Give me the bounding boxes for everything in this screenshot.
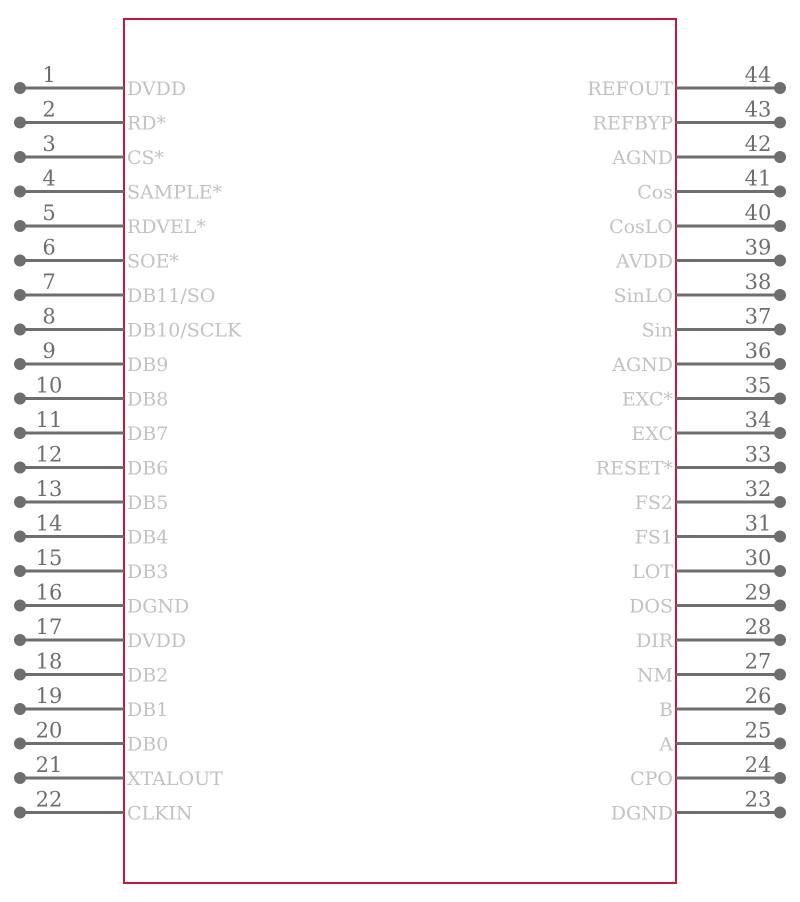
pin-number: 8: [42, 304, 56, 329]
pin-22: [14, 788, 192, 825]
pin-terminal-dot: [774, 324, 786, 336]
pin-name: REFOUT: [587, 78, 673, 100]
pin-number: 44: [744, 63, 772, 87]
pin-number: 12: [35, 442, 63, 467]
pin-number: 25: [744, 718, 772, 743]
pin-23: [611, 788, 786, 825]
pin-name: RD*: [127, 112, 167, 135]
pin-name: SAMPLE*: [127, 181, 222, 204]
pin-number: 33: [744, 442, 772, 467]
pin-terminal-dot: [774, 634, 786, 646]
pin-name: DB8: [127, 388, 169, 411]
pin-24: [630, 753, 786, 790]
pin-terminal-dot: [774, 738, 786, 750]
pin-name: DB3: [127, 561, 169, 583]
pin-number: 18: [35, 649, 63, 674]
pin-name: DGND: [127, 595, 190, 618]
pin-number: 17: [35, 615, 63, 639]
pin-30: [632, 546, 786, 583]
pin-terminal-dot: [774, 703, 786, 715]
pin-name: FS2: [634, 492, 673, 514]
pin-13: [14, 477, 168, 514]
pin-number: 2: [42, 97, 56, 122]
pin-name: DB4: [127, 526, 169, 549]
pin-39: [615, 236, 786, 273]
pin-name: CosLO: [609, 216, 673, 238]
pin-number: 43: [744, 97, 772, 122]
pin-name: A: [659, 733, 673, 756]
pin-number: 34: [744, 408, 772, 432]
pin-number: 26: [744, 684, 772, 708]
pin-name: DB0: [127, 733, 169, 756]
pin-terminal-dot: [14, 634, 26, 646]
pin-21: [14, 753, 223, 790]
pin-name: B: [659, 699, 673, 721]
pin-terminal-dot: [14, 703, 26, 715]
pin-terminal-dot: [774, 565, 786, 577]
pin-number: 30: [744, 546, 772, 570]
pin-terminal-dot: [14, 393, 26, 405]
pin-number: 19: [35, 684, 63, 708]
pin-number: 5: [42, 201, 56, 225]
pin-terminal-dot: [774, 151, 786, 163]
pin-number: 14: [35, 511, 63, 536]
pin-29: [629, 581, 786, 618]
pin-name: XTALOUT: [127, 768, 223, 790]
pin-10: [14, 374, 168, 411]
pin-32: [635, 477, 786, 514]
pin-40: [609, 201, 786, 238]
pin-27: [637, 650, 786, 687]
pin-terminal-dot: [14, 186, 26, 198]
pin-number: 15: [35, 546, 63, 570]
pin-terminal-dot: [774, 220, 786, 232]
pin-terminal-dot: [14, 772, 26, 784]
pin-38: [613, 270, 786, 307]
pin-terminal-dot: [774, 669, 786, 681]
pin-terminal-dot: [14, 255, 26, 267]
pin-terminal-dot: [14, 82, 26, 94]
pin-terminal-dot: [774, 807, 786, 819]
pin-terminal-dot: [774, 117, 786, 129]
pin-name: SOE*: [127, 250, 179, 273]
pin-terminal-dot: [14, 117, 26, 129]
pin-terminal-dot: [774, 772, 786, 784]
pin-name: LOT: [632, 561, 673, 583]
pin-6: [14, 236, 179, 273]
pin-number: 7: [42, 270, 56, 294]
pin-number: 41: [744, 166, 772, 191]
pin-name: Sin: [641, 319, 673, 342]
pin-44: [587, 63, 786, 100]
pin-7: [14, 270, 215, 307]
pin-number: 16: [35, 580, 63, 605]
pin-number: 24: [744, 753, 772, 777]
pin-name: CS*: [127, 147, 165, 169]
pin-11: [14, 408, 168, 445]
pin-name: NM: [636, 664, 673, 687]
pin-terminal-dot: [774, 358, 786, 370]
pin-name: AGND: [612, 354, 673, 376]
pin-36: [611, 339, 786, 376]
pin-name: DGND: [610, 802, 673, 825]
pin-number: 13: [35, 477, 63, 501]
pin-name: DB6: [127, 457, 169, 480]
pin-17: [14, 615, 186, 652]
pin-terminal-dot: [774, 462, 786, 474]
pin-name: FS1: [634, 526, 673, 549]
pin-name: DIR: [635, 630, 673, 652]
pin-name: RDVEL*: [127, 216, 206, 238]
pin-number: 27: [744, 649, 772, 674]
pin-number: 20: [35, 718, 63, 743]
pin-terminal-dot: [14, 427, 26, 439]
pin-8: [14, 305, 242, 342]
pin-terminal-dot: [774, 427, 786, 439]
pin-26: [659, 684, 786, 721]
pin-terminal-dot: [14, 600, 26, 612]
pin-terminal-dot: [774, 496, 786, 508]
pin-terminal-dot: [774, 393, 786, 405]
pin-number: 38: [744, 270, 772, 294]
pin-name: Cos: [637, 181, 673, 204]
pin-name: SinLO: [613, 285, 673, 307]
pin-25: [658, 719, 786, 756]
pin-number: 23: [744, 787, 772, 812]
pin-terminal-dot: [774, 186, 786, 198]
pin-9: [14, 339, 168, 376]
pin-name: DVDD: [127, 78, 187, 100]
pin-2: [14, 98, 167, 135]
pin-name: REFBYP: [592, 112, 673, 135]
pin-number: 4: [42, 166, 56, 191]
pin-name: CLKIN: [127, 802, 193, 825]
pin-name: DB10/SCLK: [127, 319, 242, 342]
pin-number: 29: [744, 580, 772, 605]
pin-34: [631, 408, 786, 445]
pin-terminal-dot: [14, 807, 26, 819]
pin-terminal-dot: [774, 82, 786, 94]
pin-41: [637, 167, 786, 204]
pin-31: [635, 512, 786, 549]
pin-name: DOS: [629, 595, 673, 618]
pin-terminal-dot: [14, 289, 26, 301]
pin-name: DB2: [127, 664, 169, 687]
pin-number: 36: [744, 339, 772, 363]
pin-terminal-dot: [14, 324, 26, 336]
pin-name: AVDD: [616, 250, 673, 273]
pin-name: EXC*: [621, 388, 673, 411]
pin-number: 28: [744, 615, 772, 639]
pin-terminal-dot: [14, 565, 26, 577]
pin-terminal-dot: [774, 531, 786, 543]
pin-43: [593, 98, 786, 135]
pin-terminal-dot: [14, 462, 26, 474]
pin-name: AGND: [612, 147, 673, 169]
pin-number: 39: [744, 235, 772, 260]
pin-1: [14, 63, 186, 100]
pin-name: DB7: [127, 423, 169, 445]
pin-terminal-dot: [14, 738, 26, 750]
pin-number: 6: [42, 235, 56, 260]
pin-number: 1: [42, 63, 56, 87]
pin-5: [14, 201, 206, 238]
pin-number: 42: [744, 132, 772, 156]
pin-number: 40: [744, 201, 772, 225]
pin-number: 37: [744, 304, 772, 329]
left-pin-group: [14, 63, 242, 825]
pin-name: DVDD: [127, 630, 187, 652]
pin-terminal-dot: [14, 220, 26, 232]
pin-number: 11: [35, 408, 63, 432]
pin-number: 31: [744, 511, 772, 536]
pin-name: DB5: [127, 492, 169, 514]
pin-name: DB9: [127, 354, 169, 376]
pin-15: [14, 546, 168, 583]
pin-terminal-dot: [14, 496, 26, 508]
pin-terminal-dot: [774, 600, 786, 612]
pin-terminal-dot: [14, 531, 26, 543]
pin-number: 32: [744, 477, 772, 501]
pin-3: [14, 132, 165, 169]
pin-number: 21: [35, 753, 63, 777]
pin-number: 35: [744, 373, 772, 398]
pin-18: [14, 650, 168, 687]
pin-number: 3: [42, 132, 56, 156]
pin-terminal-dot: [774, 255, 786, 267]
pin-16: [14, 581, 189, 618]
pin-name: RESET*: [595, 457, 673, 480]
pin-33: [596, 443, 786, 480]
pin-35: [622, 374, 786, 411]
pin-terminal-dot: [14, 358, 26, 370]
right-pin-group: [587, 63, 786, 825]
pin-name: EXC: [631, 423, 673, 445]
pin-name: DB1: [127, 699, 169, 721]
pin-42: [611, 132, 786, 169]
pin-terminal-dot: [14, 151, 26, 163]
pin-terminal-dot: [14, 669, 26, 681]
ic-body-outline: [124, 19, 676, 883]
pin-14: [14, 512, 168, 549]
pin-name: CPO: [630, 768, 673, 790]
pin-number: 22: [35, 787, 63, 812]
pin-20: [14, 719, 168, 756]
pin-37: [642, 305, 786, 342]
pin-terminal-dot: [774, 289, 786, 301]
pin-number: 9: [42, 339, 56, 363]
pin-4: [14, 167, 222, 204]
pin-19: [14, 684, 168, 721]
pin-number: 10: [35, 373, 63, 398]
pin-12: [14, 443, 168, 480]
pin-name: DB11/SO: [127, 285, 216, 307]
pin-28: [636, 615, 786, 652]
